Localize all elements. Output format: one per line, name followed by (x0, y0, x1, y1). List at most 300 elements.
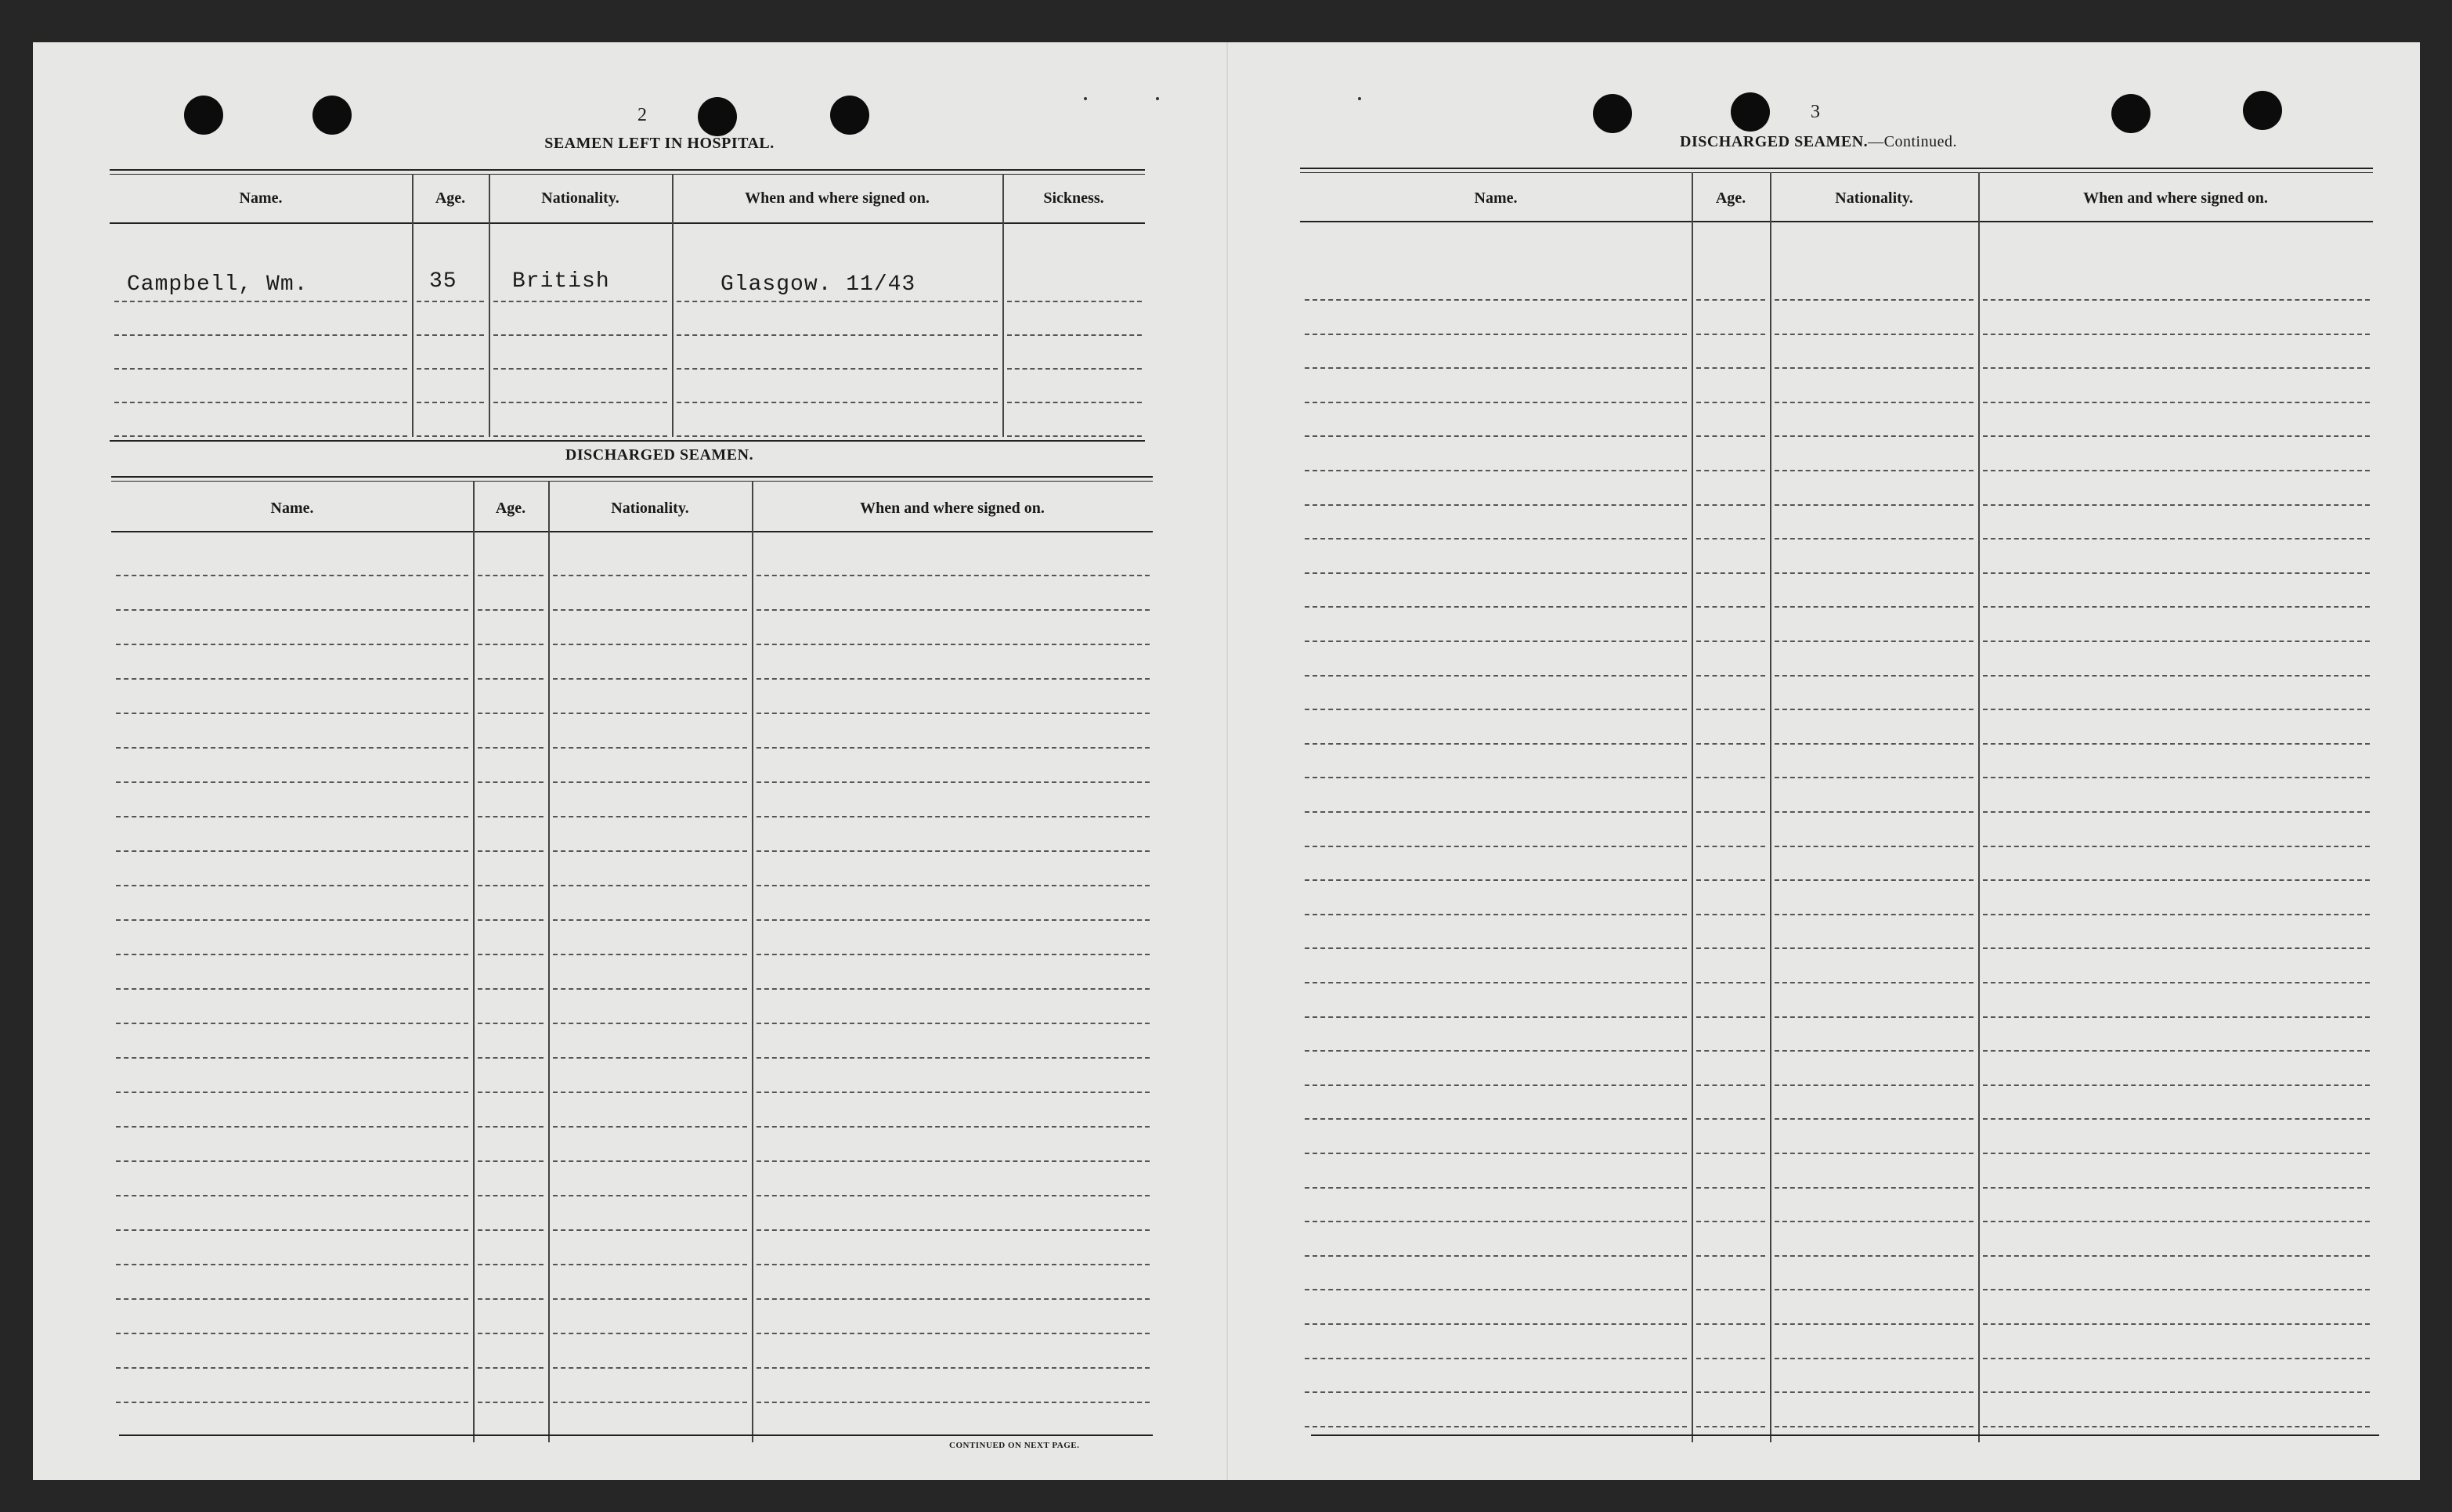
ruled-line (493, 301, 667, 302)
ruled-line (1983, 1255, 2370, 1257)
ruled-line (1983, 435, 2370, 437)
ruled-line (478, 885, 543, 886)
ruled-line (116, 1367, 468, 1369)
ruled-line (757, 1298, 1150, 1300)
ruled-line (1775, 846, 1974, 847)
ruled-line (478, 1092, 543, 1093)
ruled-line (1775, 1153, 1974, 1154)
ruled-line (116, 747, 468, 749)
ruled-line (1305, 1391, 1687, 1393)
ruled-line (493, 368, 667, 370)
column-header-nationality: Nationality. (541, 189, 619, 207)
ruled-line (1696, 709, 1765, 710)
page-number-right: 3 (1811, 102, 1820, 122)
ruled-line (1007, 402, 1142, 403)
continued-note: CONTINUED ON NEXT PAGE. (949, 1441, 1080, 1450)
ruled-line (1775, 572, 1974, 574)
ruled-line (417, 368, 484, 370)
table-top-rule (111, 476, 1153, 478)
ruled-line (1775, 435, 1974, 437)
column-divider (1770, 172, 1771, 1442)
ruled-line (1696, 1187, 1765, 1189)
ruled-line (1305, 743, 1687, 745)
ruled-line (1305, 538, 1687, 539)
ruled-line (553, 850, 747, 852)
punch-hole (184, 96, 223, 135)
ruled-line (1983, 641, 2370, 642)
ruled-line (757, 1092, 1150, 1093)
ruled-line (1983, 675, 2370, 677)
ruled-line (1305, 1255, 1687, 1257)
ruled-line (478, 1402, 543, 1403)
ruled-line (478, 1160, 543, 1162)
ruled-line (757, 1057, 1150, 1059)
ruled-line (1305, 914, 1687, 915)
ruled-line (116, 1126, 468, 1128)
ruled-line (1305, 846, 1687, 847)
ruled-line (677, 368, 998, 370)
ruled-line (478, 1298, 543, 1300)
page-fold (1226, 42, 1228, 1480)
table-top-rule (1300, 172, 2373, 173)
column-divider (752, 481, 753, 1442)
ruled-line (1983, 811, 2370, 813)
ruled-line (757, 885, 1150, 886)
ruled-line (553, 747, 747, 749)
column-header-sickness: Sickness. (1043, 189, 1104, 207)
ruled-line (1696, 606, 1765, 608)
ruled-line (1775, 914, 1974, 915)
ruled-line (1305, 299, 1687, 301)
ruled-line (1983, 402, 2370, 403)
ruled-line (1696, 1391, 1765, 1393)
ruled-line (553, 816, 747, 817)
entry-signed-on: Glasgow. 11/43 (720, 272, 916, 297)
ruled-line (1305, 1084, 1687, 1086)
ruled-line (553, 781, 747, 783)
punch-hole (2111, 94, 2150, 133)
ruled-line (1305, 435, 1687, 437)
ruled-line (493, 402, 667, 403)
ruled-line (553, 1160, 747, 1162)
ruled-line (1983, 947, 2370, 949)
ruled-line (1305, 572, 1687, 574)
ruled-line (1983, 334, 2370, 335)
ruled-line (553, 644, 747, 645)
ruled-line (1696, 777, 1765, 778)
ruled-line (1696, 1084, 1765, 1086)
ruled-line (1775, 606, 1974, 608)
ruled-line (1696, 1289, 1765, 1290)
ruled-line (553, 1333, 747, 1334)
ruled-line (1696, 435, 1765, 437)
ruled-line (553, 1023, 747, 1024)
ruled-line (1983, 1426, 2370, 1427)
ruled-line (1696, 504, 1765, 506)
ruled-line (1696, 1221, 1765, 1222)
ruled-line (677, 435, 998, 437)
ruled-line (1696, 334, 1765, 335)
ruled-line (1305, 641, 1687, 642)
ruled-line (116, 988, 468, 990)
ruled-line (1305, 1118, 1687, 1120)
column-divider (412, 174, 413, 437)
ruled-line (1775, 709, 1974, 710)
ruled-line (1305, 1323, 1687, 1325)
ruled-line (553, 954, 747, 955)
speck (1358, 97, 1361, 100)
ruled-line (417, 402, 484, 403)
ruled-line (116, 644, 468, 645)
ruled-line (1775, 1323, 1974, 1325)
ruled-line (553, 713, 747, 714)
ruled-line (1305, 402, 1687, 403)
ruled-line (1983, 846, 2370, 847)
ruled-line (478, 1057, 543, 1059)
ruled-line (677, 301, 998, 302)
ruled-line (1305, 675, 1687, 677)
column-header-signed-on: When and where signed on. (2083, 189, 2268, 207)
ruled-line (116, 1402, 468, 1403)
ruled-line (1983, 1187, 2370, 1189)
ruled-line (1696, 1153, 1765, 1154)
ruled-line (1983, 1391, 2370, 1393)
column-header-signed-on: When and where signed on. (745, 189, 930, 207)
ruled-line (1305, 947, 1687, 949)
discharged-continued-title (1521, 133, 2116, 151)
ruled-line (1775, 947, 1974, 949)
ruled-line (116, 1195, 468, 1196)
ruled-line (1983, 1153, 2370, 1154)
ruled-line (1696, 1426, 1765, 1427)
ruled-line (114, 435, 407, 437)
ruled-line (1305, 470, 1687, 471)
ruled-line (677, 402, 998, 403)
ruled-line (757, 678, 1150, 680)
ruled-line (1305, 1221, 1687, 1222)
table-bottom-rule (119, 1434, 1153, 1436)
column-divider (672, 174, 673, 437)
ruled-line (1983, 743, 2370, 745)
ruled-line (114, 368, 407, 370)
ruled-line (1983, 470, 2370, 471)
ruled-line (1775, 1187, 1974, 1189)
ruled-line (1983, 1118, 2370, 1120)
ruled-line (1007, 334, 1142, 336)
ruled-line (1775, 1391, 1974, 1393)
ruled-line (478, 1367, 543, 1369)
ruled-line (1696, 947, 1765, 949)
ruled-line (1775, 504, 1974, 506)
ruled-line (1983, 1323, 2370, 1325)
ruled-line (757, 1264, 1150, 1265)
ruled-line (553, 1298, 747, 1300)
column-header-name: Name. (270, 500, 314, 517)
ruled-line (114, 301, 407, 302)
ruled-line (1305, 1358, 1687, 1359)
page-number-left: 2 (637, 105, 647, 125)
ruled-line (677, 334, 998, 336)
ruled-line (1775, 777, 1974, 778)
ruled-line (1983, 606, 2370, 608)
ruled-line (553, 1126, 747, 1128)
ruled-line (1696, 367, 1765, 369)
ruled-line (1983, 982, 2370, 983)
ruled-line (1305, 504, 1687, 506)
ruled-line (478, 575, 543, 576)
punch-hole (1593, 94, 1632, 133)
ruled-line (478, 919, 543, 921)
ruled-line (1775, 675, 1974, 677)
ruled-line (553, 609, 747, 611)
ruled-line (1775, 1358, 1974, 1359)
ruled-line (1775, 879, 1974, 881)
ruled-line (553, 575, 747, 576)
ruled-line (417, 334, 484, 336)
column-divider (1002, 174, 1004, 437)
ruled-line (1696, 1118, 1765, 1120)
column-divider (473, 481, 475, 1442)
ruled-line (417, 301, 484, 302)
ruled-line (553, 1264, 747, 1265)
ruled-line (116, 678, 468, 680)
table-bottom-rule (1311, 1434, 2379, 1436)
ruled-line (114, 334, 407, 336)
column-header-age: Age. (435, 189, 466, 207)
ruled-line (553, 1367, 747, 1369)
ruled-line (1983, 777, 2370, 778)
ruled-line (478, 954, 543, 955)
hospital-table (110, 166, 1145, 473)
ruled-line (478, 1195, 543, 1196)
ruled-line (757, 747, 1150, 749)
column-divider (1692, 172, 1693, 1442)
ruled-line (478, 781, 543, 783)
ruled-line (478, 678, 543, 680)
ruled-line (1775, 470, 1974, 471)
ruled-line (553, 1057, 747, 1059)
ruled-line (757, 1333, 1150, 1334)
ruled-line (1696, 1255, 1765, 1257)
ruled-line (116, 919, 468, 921)
column-header-age: Age. (495, 500, 526, 517)
ruled-line (116, 885, 468, 886)
ruled-line (116, 1229, 468, 1231)
entry-name: Campbell, Wm. (127, 272, 309, 297)
ruled-line (116, 1160, 468, 1162)
ruled-line (116, 850, 468, 852)
ruled-line (1983, 709, 2370, 710)
header-rule (110, 222, 1145, 224)
ruled-line (478, 644, 543, 645)
ruled-line (1775, 1118, 1974, 1120)
ruled-line (1696, 470, 1765, 471)
ruled-line (1983, 504, 2370, 506)
ruled-line (1305, 606, 1687, 608)
ruled-line (757, 781, 1150, 783)
ruled-line (1305, 1187, 1687, 1189)
ruled-line (478, 609, 543, 611)
ruled-line (1305, 879, 1687, 881)
ruled-line (757, 1160, 1150, 1162)
column-divider (1978, 172, 1980, 1442)
discharged-section-title: DISCHARGED SEAMEN. (565, 446, 754, 464)
ruled-line (1696, 641, 1765, 642)
header-rule (1300, 221, 2373, 222)
ruled-line (116, 609, 468, 611)
ruled-line (478, 850, 543, 852)
ruled-line (1305, 367, 1687, 369)
ruled-line (1696, 879, 1765, 881)
ruled-line (553, 919, 747, 921)
punch-hole (698, 97, 737, 136)
ruled-line (478, 1333, 543, 1334)
punch-hole (312, 96, 352, 135)
ruled-line (116, 1023, 468, 1024)
ruled-line (1775, 1255, 1974, 1257)
ruled-line (1775, 1289, 1974, 1290)
ruled-line (757, 1367, 1150, 1369)
ruled-line (1696, 572, 1765, 574)
punch-hole (830, 96, 869, 135)
ruled-line (1007, 435, 1142, 437)
column-header-name: Name. (239, 189, 283, 207)
ruled-line (1007, 301, 1142, 302)
punch-hole (2243, 91, 2282, 130)
header-rule (111, 531, 1153, 532)
ruled-line (1305, 1050, 1687, 1052)
ruled-line (757, 1023, 1150, 1024)
title-suffix: —Continued. (1868, 133, 1957, 150)
ruled-line (478, 1126, 543, 1128)
ruled-line (1305, 982, 1687, 983)
ruled-line (417, 435, 484, 437)
ruled-line (1983, 1358, 2370, 1359)
table-top-rule (1300, 168, 2373, 169)
ruled-line (553, 885, 747, 886)
ruled-line (1696, 1016, 1765, 1018)
ruled-line (1983, 299, 2370, 301)
ruled-line (757, 1126, 1150, 1128)
ruled-line (493, 334, 667, 336)
ruled-line (1696, 982, 1765, 983)
ruled-line (553, 678, 747, 680)
ruled-line (1775, 1050, 1974, 1052)
ruled-line (478, 1264, 543, 1265)
column-header-signed-on: When and where signed on. (860, 500, 1045, 517)
column-header-age: Age. (1715, 189, 1746, 207)
ruled-line (116, 713, 468, 714)
ruled-line (757, 1229, 1150, 1231)
ruled-line (116, 1298, 468, 1300)
entry-age: 35 (429, 269, 457, 294)
ruled-line (1983, 1050, 2370, 1052)
section-bottom-rule (110, 440, 1145, 442)
ruled-line (1696, 675, 1765, 677)
ruled-line (1775, 743, 1974, 745)
table-top-rule (111, 481, 1153, 482)
table-top-rule (110, 174, 1145, 175)
ruled-line (1775, 538, 1974, 539)
ruled-line (757, 919, 1150, 921)
record-sheet (33, 42, 2420, 1480)
ruled-line (1983, 1084, 2370, 1086)
ruled-line (1696, 1323, 1765, 1325)
punch-hole (1731, 92, 1770, 132)
ruled-line (757, 1402, 1150, 1403)
ruled-line (478, 1229, 543, 1231)
ruled-line (1696, 914, 1765, 915)
ruled-line (478, 713, 543, 714)
ruled-line (1305, 1016, 1687, 1018)
ruled-line (757, 609, 1150, 611)
ruled-line (478, 747, 543, 749)
ruled-line (1983, 572, 2370, 574)
ruled-line (1696, 402, 1765, 403)
table-top-rule (110, 169, 1145, 171)
ruled-line (553, 988, 747, 990)
ruled-line (1983, 879, 2370, 881)
ruled-line (1696, 1358, 1765, 1359)
column-divider (489, 174, 490, 437)
ruled-line (553, 1195, 747, 1196)
ruled-line (1305, 1153, 1687, 1154)
ruled-line (478, 1023, 543, 1024)
column-divider (548, 481, 550, 1442)
ruled-line (553, 1229, 747, 1231)
ruled-line (116, 1333, 468, 1334)
ruled-line (757, 954, 1150, 955)
ruled-line (1775, 334, 1974, 335)
ruled-line (553, 1402, 747, 1403)
hospital-section-title: SEAMEN LEFT IN HOSPITAL. (544, 135, 775, 152)
ruled-line (553, 1092, 747, 1093)
ruled-line (757, 850, 1150, 852)
ruled-line (1696, 299, 1765, 301)
ruled-line (1775, 1426, 1974, 1427)
ruled-line (1983, 1289, 2370, 1290)
ruled-line (1007, 368, 1142, 370)
ruled-line (1775, 299, 1974, 301)
ruled-line (1305, 1426, 1687, 1427)
ruled-line (1696, 743, 1765, 745)
column-header-name: Name. (1474, 189, 1518, 207)
ruled-line (1305, 777, 1687, 778)
ruled-line (116, 575, 468, 576)
ruled-line (757, 575, 1150, 576)
ruled-line (1696, 1050, 1765, 1052)
ruled-line (1696, 811, 1765, 813)
ruled-line (1696, 538, 1765, 539)
ruled-line (757, 713, 1150, 714)
ruled-line (116, 1092, 468, 1093)
entry-nationality: British (512, 269, 610, 294)
ruled-line (116, 1264, 468, 1265)
ruled-line (1983, 1221, 2370, 1222)
speck (1156, 97, 1159, 100)
ruled-line (1775, 1221, 1974, 1222)
ruled-line (757, 988, 1150, 990)
ruled-line (1775, 1016, 1974, 1018)
ruled-line (1305, 709, 1687, 710)
column-header-nationality: Nationality. (611, 500, 689, 517)
ruled-line (1696, 846, 1765, 847)
ruled-line (478, 816, 543, 817)
column-header-nationality: Nationality. (1835, 189, 1913, 207)
ruled-line (757, 1195, 1150, 1196)
ruled-line (757, 644, 1150, 645)
title-text: DISCHARGED SEAMEN. (1680, 133, 1869, 150)
